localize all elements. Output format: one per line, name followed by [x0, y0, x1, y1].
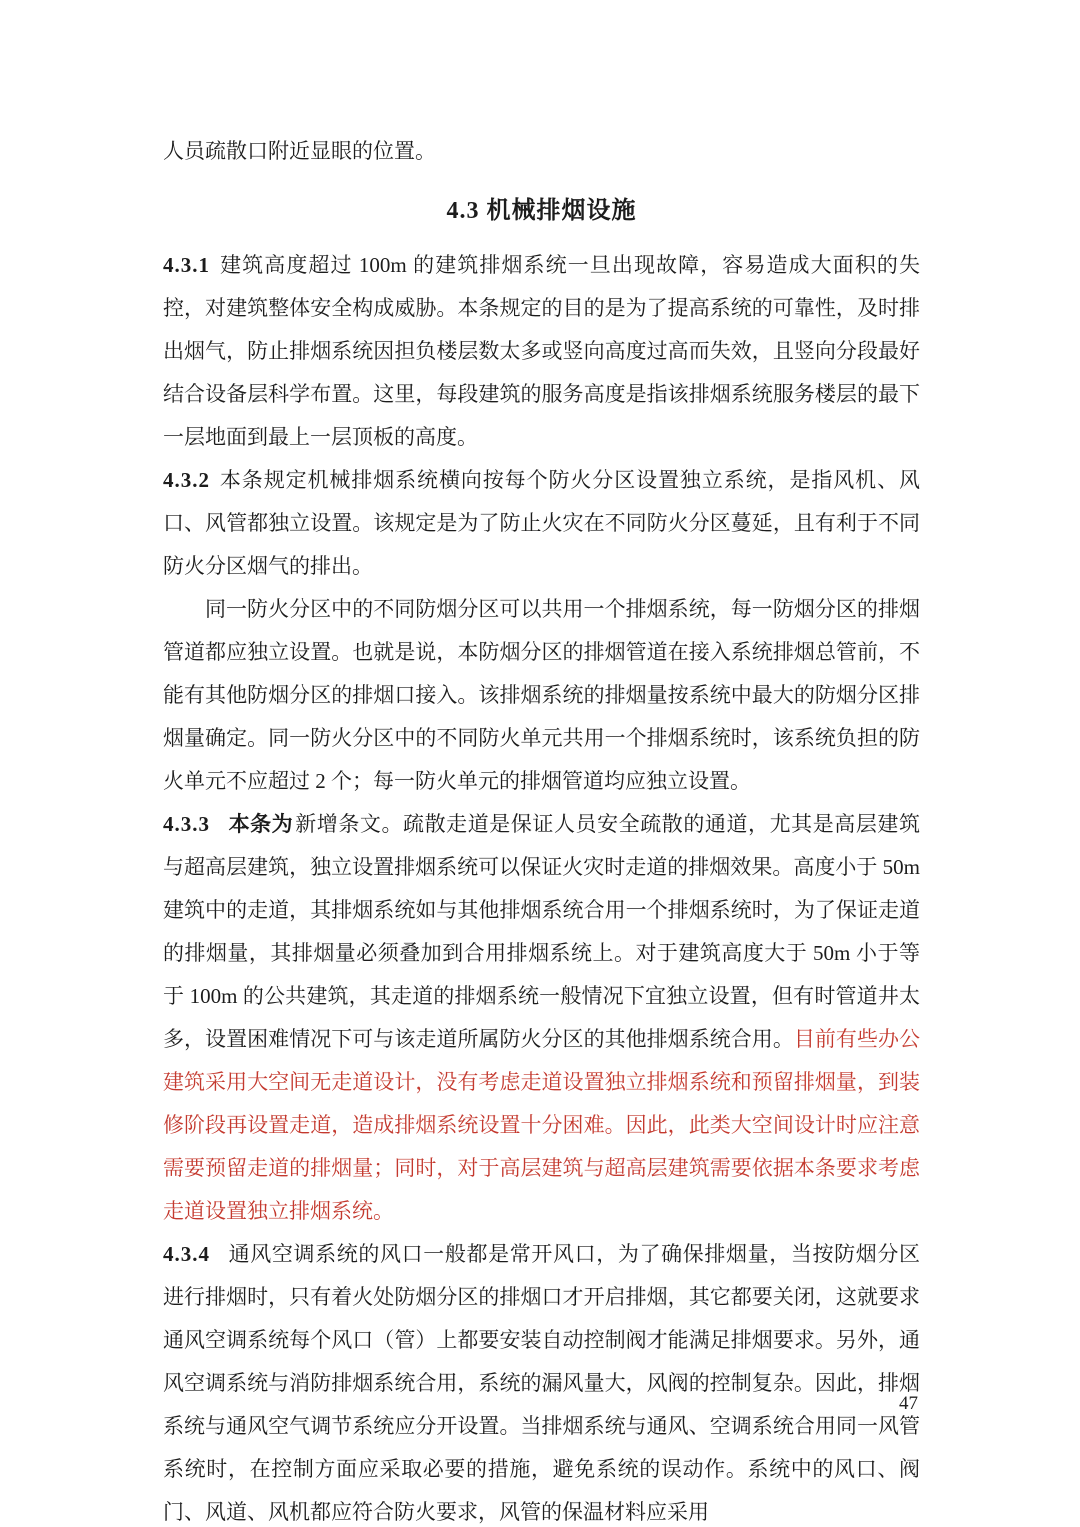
clause-red-annotation-4-3-3: 目前有些办公建筑采用大空间无走道设计，没有考虑走道设置独立排烟系统和预留排烟量，到装修阶段再设置走道，造成排烟系统设置十分困难。因此，此类大空间设计时应注意需要预留走道的排烟量；同时，对于高层建筑与超高层建筑需要依据本条要求考虑走道设置独立排烟系统。 [163, 1027, 921, 1223]
page-number: 47 [899, 1393, 918, 1414]
clause-text-4-3-2: 本条规定机械排烟系统横向按每个防火分区设置独立系统，是指风机、风口、风管都独立设置。该规定是为了防止火灾在不同防火分区蔓延，且有利于不同防火分区烟气的排出。 [163, 468, 920, 578]
paragraph-4-3-1 [163, 244, 920, 459]
clause-text-4-3-1: 建筑高度超过 100m 的建筑排烟系统一旦出现故障，容易造成大面积的失控，对建筑整体安全构成威胁。本条规定的目的是为了提高系统的可靠性，及时排出烟气，防止排烟系统因担负楼层数太多或竖向高度过高而失效，且竖向分段最好结合设备层科学布置。这里，每段建筑的服务高度是指该排烟系统服务楼层的最下一层地面到最上一层顶板的高度。 [163, 253, 920, 449]
paragraph-4-3-3 [163, 803, 920, 1233]
clause-number-4-3-4: 4.3.4 [163, 1242, 210, 1266]
section-heading: 4.3 机械排烟设施 [446, 198, 637, 224]
clause-number-4-3-2: 4.3.2 [163, 468, 210, 492]
intro-paragraph [163, 130, 920, 173]
paragraph-4-3-4 [163, 1233, 920, 1527]
clause-text-4-3-4: 通风空调系统的风口一般都是常开风口，为了确保排烟量，当按防烟分区进行排烟时，只有着火处防烟分区的排烟口才开启排烟，其它都要关闭，这就要求通风空调系统每个风口（管）上都要安装自动控制阀才能满足排烟要求。另外，通风空调系统与消防排烟系统合用，系统的漏风量大，风阀的控制复杂。因此，排烟系统与通风空气调节系统应分开设置。当排烟系统与通风、空调系统合用同一风管系统时，在控制方面应采取必要的措施，避免系统的误动作。系统中的风口、阀门、风道、风机都应符合防火要求，风管的保温材料应采用 [163, 1242, 920, 1524]
clause-text-4-3-3: 新增条文。疏散走道是保证人员安全疏散的通道，尤其是高层建筑与超高层建筑，独立设置排烟系统可以保证火灾时走道的排烟效果。高度小于 50m 建筑中的走道，其排烟系统如与其他排烟系统合用一个排烟系统时，为了保证走道的排烟量，其排烟量必须叠加到合用排烟系统上。对于建筑高度大于 50m 小于等于 100m 的公共建筑，其走道的排烟系统一般情况下宜独立设置，但有时管道井太多，设置困难情况下可与该走道所属防火分区的其他排烟系统合用。 [163, 812, 920, 1051]
clause-number-4-3-1: 4.3.1 [163, 253, 210, 277]
clause-lead-bold-4-3-3: 本条为 [228, 812, 294, 836]
intro-paragraph-text: 人员疏散口附近显眼的位置。 [163, 139, 436, 163]
paragraph-4-3-2 [163, 459, 920, 588]
clause-number-4-3-3: 4.3.3 [163, 812, 210, 836]
paragraph-4-3-2-continuation [163, 588, 920, 803]
clause-text-4-3-2-continuation: 同一防火分区中的不同防烟分区可以共用一个排烟系统，每一防烟分区的排烟管道都应独立设置。也就是说，本防烟分区的排烟管道在接入系统排烟总管前，不能有其他防烟分区的排烟口接入。该排烟系统的排烟量按系统中最大的防烟分区排烟量确定。同一防火分区中的不同防火单元共用一个排烟系统时，该系统负担的防火单元不应超过 2 个；每一防火单元的排烟管道均应独立设置。 [163, 597, 920, 793]
